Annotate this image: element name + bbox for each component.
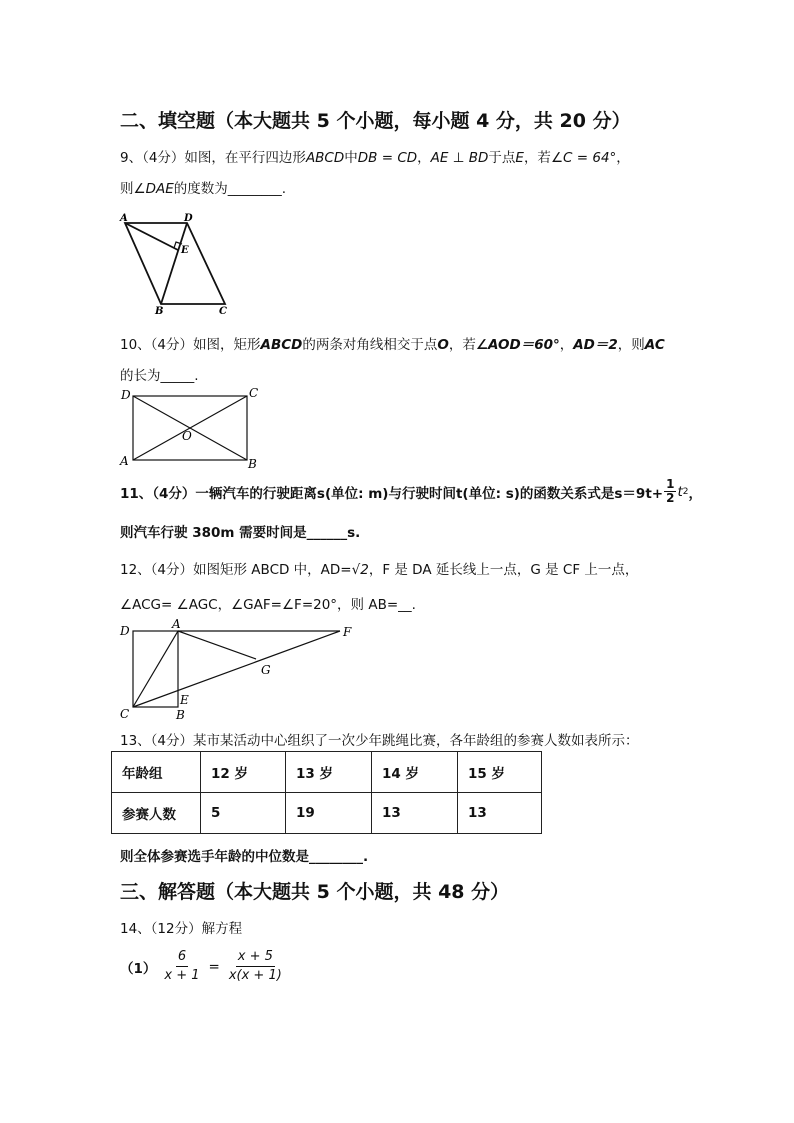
q14-lhs-fraction (162, 948, 201, 985)
q9-label-b: B (155, 306, 164, 315)
q9-db-cd: DB = CD (357, 150, 418, 166)
table-cell: 13 岁 (286, 752, 372, 793)
q14-equation (120, 948, 285, 985)
q14-rhs-fraction (227, 948, 284, 985)
q10-abcd: ABCD (260, 337, 303, 353)
q12-figure (114, 614, 364, 724)
q9-segment-ae (125, 223, 178, 250)
q9-text-b: 中 (344, 150, 358, 166)
q9-ae-bd: AE ⊥ BD (430, 150, 489, 166)
q12-line-ca (133, 631, 178, 707)
q9-end: ， (616, 150, 630, 166)
q12-text-a: 12、（4分）如图矩形 ABCD 中，AD= (120, 562, 352, 578)
q9-text-c: 于点 (488, 150, 516, 166)
q9-abcd: ABCD (305, 150, 345, 166)
q11-t: t (677, 483, 683, 500)
q12-label-b: B (176, 708, 185, 722)
table-cell: 14 岁 (372, 752, 458, 793)
q13-line-1: 13、（4分）某市某活动中心组织了一次少年跳绳比赛，各年龄组的参赛人数如表所示： (120, 733, 639, 749)
q10-label-o: O (182, 429, 192, 443)
q11-line-2: 则汽车行驶 380m 需要时间是______s. (120, 525, 361, 541)
q14-equals: = (208, 958, 220, 975)
table-cell: 5 (201, 793, 286, 834)
q12-label-a: A (172, 617, 181, 631)
q14-line-1: 14、（12分）解方程 (120, 921, 243, 937)
q9-e: E (515, 150, 524, 166)
q11-text-a: 11、（4分）一辆汽车的行驶距离s(单位: m)与行驶时间t(单位: s)的函数关系式是s＝9t+ (120, 485, 664, 502)
q10-line-2: 的长为_____. (120, 368, 199, 384)
q9-label-c: C (219, 306, 227, 315)
q9-label-a: A (120, 213, 128, 224)
q12-label-g: G (261, 663, 271, 677)
q11-line-1 (120, 478, 702, 505)
q9-line-1 (120, 146, 630, 166)
table-cell: 12 岁 (201, 752, 286, 793)
q9-label-e: E (181, 245, 189, 256)
table-cell: 13 (372, 793, 458, 834)
table-cell: 13 (458, 793, 542, 834)
section-3-title: 三、解答题（本大题共 5 个小题，共 48 分） (120, 881, 510, 903)
q10-label-d: D (121, 388, 131, 402)
q10-ac: AC (644, 337, 665, 353)
table-cell: 15 岁 (458, 752, 542, 793)
q10-text-c: ，若 (448, 337, 476, 353)
q12-label-d: D (120, 624, 130, 638)
q9-label-d: D (184, 213, 193, 224)
q9-text-e: 则 (120, 181, 134, 197)
q12-line-ag (178, 631, 256, 659)
q9-angle-dae: ∠DAE (133, 181, 174, 197)
q9-parallelogram (125, 223, 225, 304)
q9-text-d: ，若 (523, 150, 551, 166)
q11-frac-num: 1 (666, 477, 675, 491)
q12-label-f: F (343, 625, 352, 639)
q11-frac-den: 2 (666, 491, 675, 505)
q10-text-a: 10、（4分）如图，矩形 (120, 337, 261, 353)
q10-ad: AD＝2 (573, 337, 618, 353)
q9-angle-c: ∠C = 64° (550, 150, 617, 166)
q11-sup: 2 (682, 486, 689, 497)
q10-label-b: B (248, 457, 257, 471)
q13-age-table (111, 751, 542, 834)
table-row (112, 752, 542, 793)
section-2-title: 二、填空题（本大题共 5 个小题，每小题 4 分，共 20 分） (120, 110, 631, 132)
q14-part-label: （1） (120, 960, 157, 977)
q10-label-a: A (120, 454, 129, 468)
q12-sqrt: √2 (351, 562, 369, 578)
q10-text-e: ，则 (617, 337, 645, 353)
q10-text-b: 的两条对角线相交于点 (302, 337, 438, 353)
q14-rhs-num: x + 5 (236, 948, 275, 967)
q14-lhs-den: x + 1 (164, 968, 200, 983)
q12-line-cf (133, 631, 340, 707)
q14-rhs-den: x(x + 1) (228, 968, 282, 983)
q9-figure (115, 210, 240, 315)
q9-diagonal-db (161, 223, 187, 304)
table-cell: 年龄组 (112, 752, 201, 793)
q9-comma: ， (417, 150, 431, 166)
q10-aod: ∠AOD＝60° (475, 337, 560, 353)
q11-fraction (664, 478, 676, 505)
q9-text-a: 9、（4分）如图，在平行四边形 (120, 150, 306, 166)
q10-line-1 (120, 333, 665, 353)
q9-text-f: 的度数为________. (173, 181, 287, 197)
q10-figure (114, 384, 264, 474)
q10-label-c: C (249, 386, 259, 400)
q12-label-c: C (120, 707, 130, 721)
q11-end: ， (688, 485, 702, 502)
q12-label-e: E (180, 693, 189, 707)
table-cell: 参赛人数 (112, 793, 201, 834)
q9-line-2 (120, 177, 286, 197)
table-cell: 19 (286, 793, 372, 834)
q12-line-1 (120, 558, 638, 578)
q12-line-2: ∠ACG= ∠AGC，∠GAF=∠F=20°，则 AB=__. (120, 597, 416, 613)
q10-o: O (437, 337, 449, 353)
q12-text-b: ，F 是 DA 延长线上一点，G 是 CF 上一点， (368, 562, 639, 578)
table-row (112, 793, 542, 834)
q13-line-2: 则全体参赛选手年龄的中位数是________. (120, 849, 369, 865)
q10-text-d: ， (559, 337, 574, 353)
q14-lhs-num: 6 (176, 948, 188, 967)
